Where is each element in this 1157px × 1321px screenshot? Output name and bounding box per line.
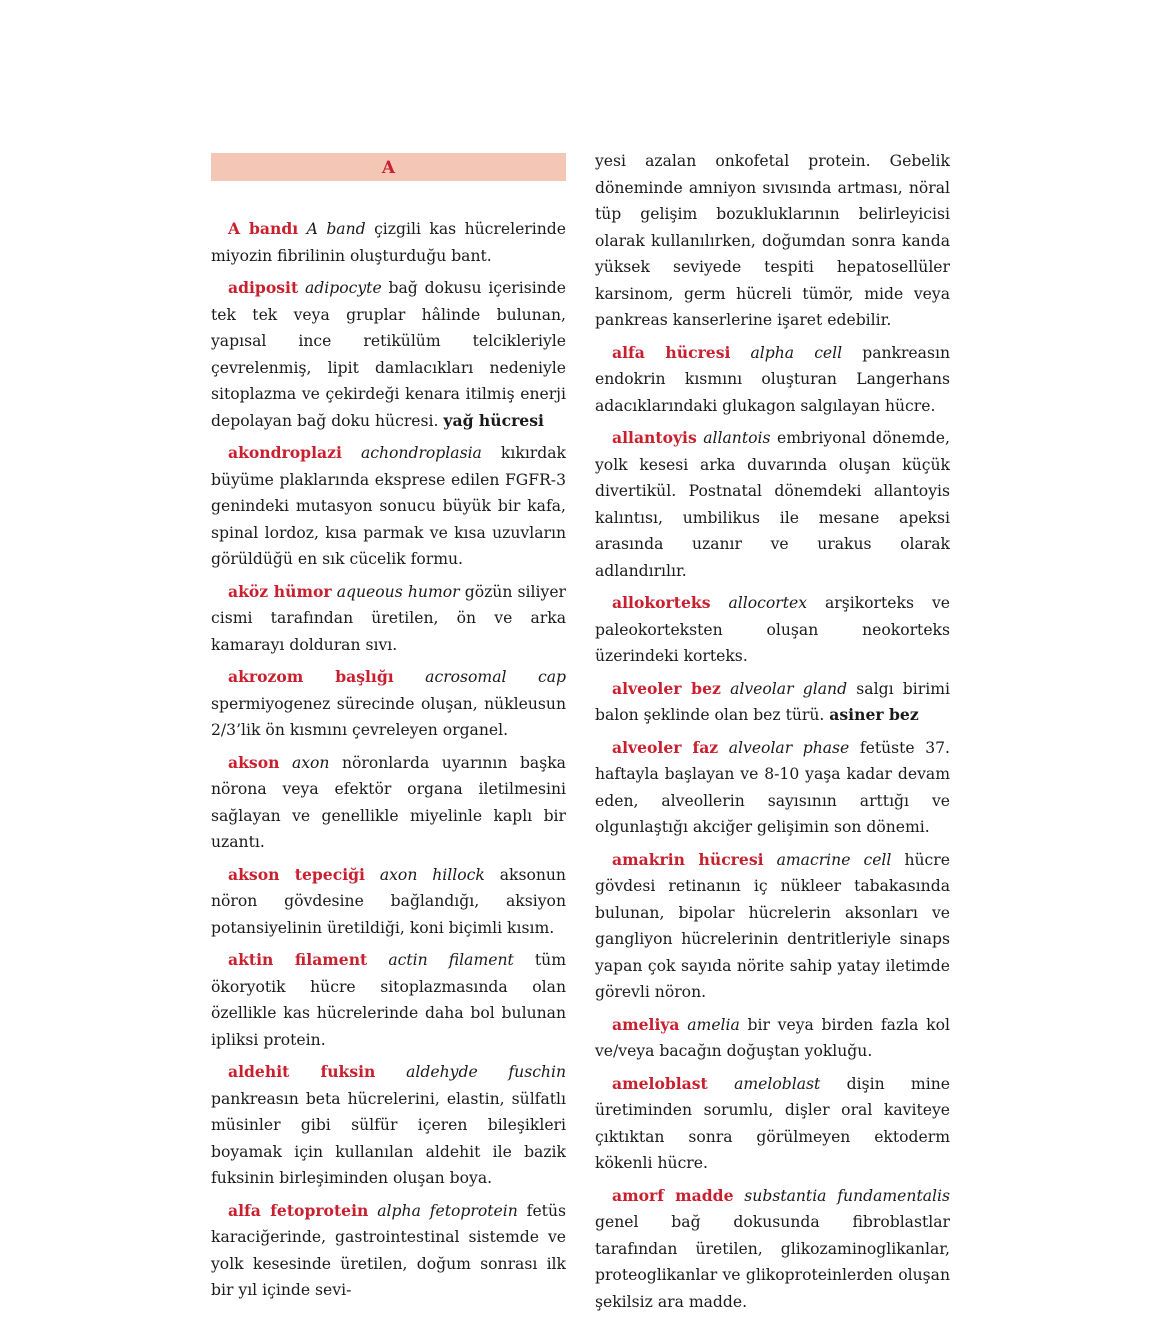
section-header: A (211, 153, 566, 181)
entry-english: alpha cell (750, 343, 843, 362)
entry-definition: tüm ökoryotik hücre sitoplazmasında olan özellikle kas hücrelerinde daha bol bulunan ipliksi protein. (211, 951, 566, 1049)
entry-definition: genel bağ dokusunda fibroblastlar tarafından üretilen, glikozaminoglikanlar, proteoglikanlar ve glikoproteinlerden oluşan şekilsiz ara madde. (595, 1213, 950, 1311)
entry-english: alpha fetoprotein (377, 1201, 518, 1220)
entry-english: acrosomal cap (425, 668, 566, 686)
left-column (211, 150, 566, 1310)
entry-english: actin filament (388, 951, 514, 969)
entry-english: allocortex (728, 594, 807, 612)
entry (211, 862, 566, 942)
entry (595, 590, 950, 670)
entry-term: adiposit (228, 278, 299, 297)
entry-definition: pankreasın beta hücrelerini, elastin, sülfatlı müsinler gibi sülfür içeren bileşikleri boyamak için kullanılan aldehit ile bazik fuksinin birleşiminden oluşan boya. (211, 1089, 566, 1187)
entry-term: ameloblast (612, 1073, 708, 1093)
entry-definition: salgı birimi balon şeklinde olan bez türü. (595, 679, 950, 724)
entry-term: akondroplazi (228, 443, 342, 462)
entry (211, 664, 566, 744)
entry-definition: kıkırdak büyüme plaklarında eksprese edilen FGFR-3 genindeki mutasyon sonucu büyük bir kafa, spinal lordoz, kısa parmak ve kısa uzuvların görüldüğü en sık cücelik formu. (211, 444, 566, 568)
entry-term: amorf madde (612, 1185, 734, 1205)
entry-english: aqueous humor (336, 582, 460, 601)
entry-definition: nöronlarda uyarının başka nörona veya efektör organa iletilmesini sağlayan ve genellikle miyelinle kaplı bir uzantı. (211, 753, 566, 851)
entry-english: allantois (703, 429, 771, 447)
entry-term: alfa hücresi (612, 342, 731, 362)
entry-english: axon (291, 753, 330, 772)
entry-definition: fetüs karaciğerinde, gastrointestinal sistemde ve yolk kesesinde üretilen, doğum sonrası ilk bir yıl içinde sevi- (211, 1201, 566, 1299)
entry-definition: arşikorteks ve paleokorteksten oluşan neokorteks üzerindeki korteks. (595, 594, 950, 665)
entry (211, 579, 566, 659)
entry-english: aldehyde fuschin (406, 1063, 566, 1081)
entry-term: aldehit fuksin (228, 1062, 376, 1081)
entry-term: aktin filament (228, 950, 368, 969)
entry (211, 947, 566, 1053)
entry (595, 1071, 950, 1177)
entry-english: axon hillock (379, 865, 485, 884)
entry-see-also: yağ hücresi (443, 410, 544, 430)
entry-term: alveoler faz (612, 737, 719, 757)
entry-term: aköz hümor (228, 581, 332, 601)
entry (595, 847, 950, 1006)
entry-definition: spermiyogenez sürecinde oluşan, nükleusun 2/3’lik ön kısmını çevreleyen organel. (211, 694, 566, 739)
entry (211, 440, 566, 573)
entry (211, 1198, 566, 1304)
entry-term: akrozom başlığı (228, 667, 394, 686)
entry (595, 735, 950, 841)
entry-english: A band (306, 220, 366, 238)
entry (211, 216, 566, 269)
entry-see-also: asiner bez (829, 705, 919, 724)
entry (595, 676, 950, 729)
entry-term: akson tepeciği (228, 864, 365, 884)
entry-term: alveoler bez (612, 678, 721, 698)
entry-definition: bir veya birden fazla kol ve/veya bacağın doğuştan yokluğu. (595, 1015, 950, 1060)
entry-definition: dişin mine üretiminden sorumlu, dişler oral kaviteye çıktıktan sonra görülmeyen ektoderm kökenli hücre. (595, 1074, 950, 1172)
entry-english: amelia (687, 1015, 740, 1034)
entry-english: alveolar gland (730, 679, 848, 698)
entry-term: ameliya (612, 1014, 680, 1034)
entry (595, 425, 950, 584)
entry-english: substantia fundamentalis (744, 1186, 950, 1205)
entry-term: allokorteks (612, 593, 711, 612)
entry-definition: aksonun nöron gövdesine bağlandığı, aksiyon potansiyelinin üretildiği, koni biçimli kısım. (211, 865, 566, 937)
entry-definition: pankreasın endokrin kısmını oluşturan Langerhans adacıklarındaki glukagon salgılayan hücre. (595, 343, 950, 415)
entry-term: alfa fetoprotein (228, 1200, 369, 1220)
entry-english: adipocyte (305, 279, 382, 297)
entry (211, 1059, 566, 1192)
entry-definition: embriyonal dönemde, yolk kesesi arka duvarında oluşan küçük divertikül. Postnatal dönemdeki allantoyis kalıntısı, umbilikus ile mesane apeksi arasında uzanır ve urakus olarak adlandırılır. (595, 429, 950, 580)
entry (211, 275, 566, 434)
entry-english: achondroplasia (360, 444, 482, 462)
entry-definition: gözün siliyer cismi tarafından üretilen, ön ve arka kamarayı dolduran sıvı. (211, 582, 566, 654)
entry-english: alveolar phase (728, 738, 850, 757)
entry-english: ameloblast (734, 1074, 821, 1093)
entry-english: amacrine cell (776, 850, 892, 869)
entry-term: akson (228, 752, 280, 772)
entry (595, 1183, 950, 1316)
entry-definition: çizgili kas hücrelerinde miyozin fibrilinin oluşturduğu bant. (211, 220, 566, 265)
entry-term: allantoyis (612, 428, 697, 447)
entry (595, 1012, 950, 1065)
entry (595, 340, 950, 420)
entry (211, 750, 566, 856)
entry-definition: fetüste 37. haftayla başlayan ve 8-10 yaşa kadar devam eden, alveollerin sayısının arttığı ve olgunlaştığı akciğer gelişimin son dönemi. (595, 738, 950, 836)
entry-definition: bağ dokusu içerisinde tek tek veya gruplar hâlinde bulunan, yapısal ince retikülüm telcikleriyle çevrelenmiş, lipit damlacıkları nedeniyle sitoplazma ve çekirdeği kenara itilmiş enerji depolayan bağ doku hücresi. (211, 279, 566, 430)
right-column (595, 148, 950, 1321)
entry-definition: hücre gövdesi retinanın iç nükleer tabakasında bulunan, bipolar hücrelerin aksonları ve gangliyon hücrelerinin dentritleriyle sinaps yapan çok sayıda nörite sahip yatay iletimde görevli nöron. (595, 850, 950, 1001)
entry-term: amakrin hücresi (612, 849, 764, 869)
entry-term: A bandı (228, 219, 299, 238)
entry-continuation: yesi azalan onkofetal protein. Gebelik döneminde amniyon sıvısında artması, nöral tüp gelişim bozukluklarının belirleyicisi olarak kullanılırken, doğumdan sonra kanda yüksek seviyede tespiti hepatosellüler karsinom, germ hücreli tümör, mide veya pankreas kanserlerine işaret edebilir. (595, 152, 950, 329)
